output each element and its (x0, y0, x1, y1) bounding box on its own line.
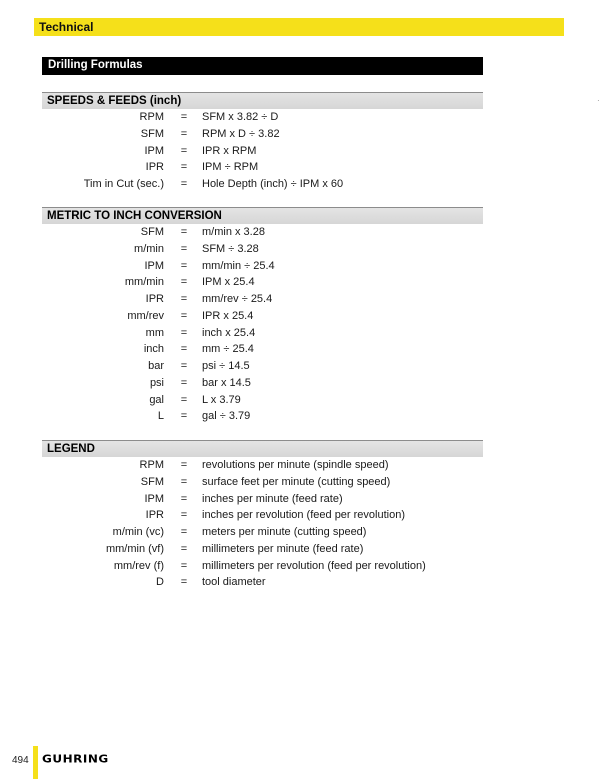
term: D (156, 576, 164, 589)
formula-row (42, 291, 483, 308)
formula-row (42, 241, 483, 258)
equals-sign: = (180, 376, 188, 389)
equals-sign: = (180, 509, 188, 522)
formula-row (42, 258, 483, 275)
term: RPM (139, 111, 164, 123)
expression: millimeters per revolution (feed per revolution) (202, 559, 426, 572)
term: psi (149, 376, 164, 389)
page-title: Drilling Formulas (48, 59, 143, 71)
term: gal (149, 393, 164, 406)
formula-row (42, 109, 483, 126)
expression: SFM ÷ 3.28 (202, 242, 259, 255)
expression: psi ÷ 14.5 (202, 360, 250, 372)
equals-sign: = (180, 393, 188, 406)
equals-sign: = (180, 360, 188, 372)
formula-row (42, 392, 483, 409)
expression: tool diameter (202, 576, 266, 589)
term: IPR (145, 509, 164, 522)
header-title: Technical (39, 20, 94, 34)
term: SFM (140, 475, 164, 488)
formula-row (42, 457, 483, 474)
expression: mm ÷ 25.4 (202, 343, 254, 356)
expression: gal ÷ 3.79 (202, 410, 251, 423)
expression: m/min x 3.28 (202, 226, 265, 238)
equals-sign: = (180, 526, 188, 538)
formula-row (42, 224, 483, 241)
equals-sign: = (180, 178, 188, 190)
term: m/min (vc) (112, 526, 164, 538)
formula-row (42, 159, 483, 176)
term: Tim in Cut (sec.) (83, 178, 164, 190)
legend-list (42, 457, 483, 591)
formula-row (42, 474, 483, 491)
formula-row (42, 325, 483, 342)
expression: inches per revolution (feed per revolution) (202, 509, 406, 522)
page-title-bar (42, 57, 483, 75)
equals-sign: = (180, 144, 188, 157)
equals-sign: = (180, 492, 188, 505)
expression: inch x 25.4 (202, 326, 256, 339)
formula-row (42, 491, 483, 508)
formula-row (42, 524, 483, 541)
term: SFM (140, 127, 164, 140)
term: m/min (134, 242, 164, 255)
term: inch (143, 343, 164, 356)
expression: millimeters per minute (feed rate) (202, 542, 364, 555)
expression: L x 3.79 (202, 393, 241, 406)
footer-accent-bar (33, 746, 38, 779)
equals-sign: = (180, 309, 188, 322)
expression: bar x 14.5 (202, 376, 251, 389)
formula-row (42, 341, 483, 358)
term: IPR (145, 293, 164, 305)
section-title: METRIC TO INCH CONVERSION (42, 207, 483, 224)
term: IPM (144, 259, 164, 272)
expression: SFM x 3.82 ÷ D (202, 111, 279, 123)
formula-row (42, 274, 483, 291)
expression: IPM ÷ RPM (202, 161, 259, 174)
expression: mm/rev ÷ 25.4 (202, 293, 273, 305)
term: mm/rev (f) (113, 559, 164, 572)
equals-sign: = (180, 576, 188, 589)
equals-sign: = (180, 475, 188, 488)
formula-row (42, 143, 483, 160)
section-legend (42, 440, 483, 591)
equals-sign: = (180, 559, 188, 572)
formula-row (42, 375, 483, 392)
formula-list (42, 224, 483, 425)
section-metric-conversion (42, 207, 483, 425)
equals-sign: = (180, 343, 188, 356)
term: RPM (139, 459, 164, 471)
page-number: 494 (12, 755, 29, 766)
expression: revolutions per minute (spindle speed) (202, 459, 389, 471)
equals-sign: = (180, 276, 188, 289)
equals-sign: = (180, 127, 188, 140)
equals-sign: = (180, 226, 188, 238)
formula-row (42, 358, 483, 375)
term: L (157, 410, 164, 423)
formula-row (42, 176, 483, 193)
expression: surface feet per minute (cutting speed) (202, 475, 391, 488)
section-speeds-feeds (42, 92, 483, 193)
formula-row (42, 308, 483, 325)
term: bar (148, 360, 164, 372)
equals-sign: = (180, 410, 188, 423)
equals-sign: = (180, 161, 188, 174)
expression: IPR x 25.4 (202, 309, 254, 322)
equals-sign: = (180, 542, 188, 555)
term: mm/min (124, 276, 164, 289)
formula-list (42, 109, 483, 193)
expression: mm/min ÷ 25.4 (202, 259, 275, 272)
term: IPR (145, 161, 164, 174)
formula-row (42, 541, 483, 558)
term: mm (145, 326, 164, 339)
section-title: SPEEDS & FEEDS (inch) (42, 92, 483, 109)
term: SFM (140, 226, 164, 238)
term: mm/rev (127, 309, 164, 322)
expression: IPM x 25.4 (202, 276, 255, 289)
formula-row (42, 558, 483, 575)
header-bar (34, 18, 564, 36)
equals-sign: = (180, 242, 188, 255)
formula-row (42, 507, 483, 524)
expression: RPM x D ÷ 3.82 (202, 127, 280, 140)
section-title: LEGEND (42, 440, 483, 457)
formula-row (42, 574, 483, 591)
equals-sign: = (180, 326, 188, 339)
formula-row (42, 408, 483, 425)
expression: inches per minute (feed rate) (202, 492, 343, 505)
expression: IPR x RPM (202, 144, 257, 157)
equals-sign: = (180, 459, 188, 471)
term: IPM (144, 492, 164, 505)
expression: Hole Depth (inch) ÷ IPM x 60 (202, 178, 344, 190)
equals-sign: = (180, 259, 188, 272)
equals-sign: = (180, 111, 188, 123)
brand-logo: GUHRING (42, 753, 109, 765)
expression: meters per minute (cutting speed) (202, 526, 367, 538)
term: mm/min (vf) (105, 542, 164, 555)
equals-sign: = (180, 293, 188, 305)
term: IPM (144, 144, 164, 157)
edge-mark: · (597, 96, 600, 105)
formula-row (42, 126, 483, 143)
